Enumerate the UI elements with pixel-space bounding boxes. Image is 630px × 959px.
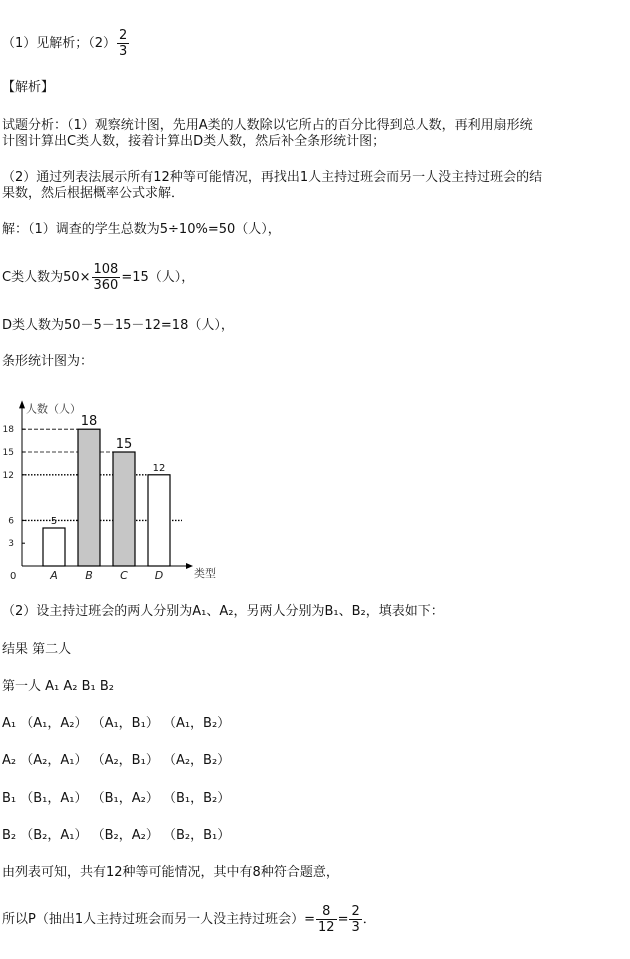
probability-prefix: 所以P（抽出1人主持过班会而另一人没主持过班会）= [2, 912, 316, 927]
chart-intro: 条形统计图为： [2, 354, 94, 369]
analysis-p2-line1: （2）通过列表法展示所有12种等可能情况，再找出1人主持过班会而另一人没主持过班会的结 [2, 170, 543, 185]
y-tick-label: 18 [2, 425, 14, 436]
answer-fraction-numerator: 2 [119, 28, 128, 43]
data-label: 15 [115, 437, 133, 452]
answer-line [2, 28, 130, 59]
probability-numerator-1: 8 [316, 904, 337, 920]
data-label: 5 [50, 516, 58, 527]
category-label: A [50, 569, 58, 582]
part2-intro: （2）设主持过班会的两人分别为A₁、A₂，另两人分别为B₁、B₂，填表如下： [2, 604, 444, 619]
category-label: D [154, 569, 164, 582]
table-header-2: 第一人 A₁ A₂ B₁ B₂ [2, 679, 114, 694]
c-prefix: C类人数为50× [2, 270, 91, 285]
probability-line [2, 904, 376, 935]
solution-c-line [2, 262, 194, 293]
table-row: B₁ （B₁，A₁） （B₁，A₂） （B₁，B₂） [2, 791, 231, 806]
bar-c [113, 452, 135, 566]
analysis-p1-line2: 计图计算出C类人数，接着计算出D类人数，然后补全条形统计图； [2, 134, 386, 149]
y-axis-label: 人数（人） [26, 402, 81, 416]
bar-b [78, 429, 100, 566]
y-tick-label: 15 [2, 448, 14, 458]
table-row: A₁ （A₁，A₂） （A₁，B₁） （A₁，B₂） [2, 716, 231, 731]
table-row: B₂ （B₂，A₁） （B₂，A₂） （B₂，B₁） [2, 828, 231, 843]
c-fraction [92, 262, 121, 293]
answer-fraction [117, 28, 129, 59]
c-fraction-numerator: 108 [93, 262, 119, 277]
x-axis-label: 类型 [194, 567, 216, 580]
y-axis-arrow [19, 400, 25, 408]
data-label: 18 [80, 414, 98, 430]
probability-denominator-2: 3 [351, 920, 360, 935]
section-heading: 【解析】 [2, 80, 55, 95]
y-tick-label: 6 [8, 516, 14, 527]
solution-d-line: D类人数为50－5－15－12=18（人）， [2, 318, 234, 333]
bar-d [148, 475, 170, 566]
table-header-1: 结果 第二人 [2, 642, 72, 657]
analysis-p2-line2: 果数，然后根据概率公式求解． [2, 186, 185, 201]
x-axis-arrow [186, 563, 193, 569]
probability-fraction-1 [316, 904, 337, 935]
answer-fraction-denominator: 3 [119, 44, 128, 59]
analysis-p1-line1: 试题分析：（1）观察统计图，先用A类的人数除以它所占的百分比得到总人数，再利用扇形统 [2, 118, 533, 133]
category-label: B [85, 569, 93, 582]
probability-fraction-2 [349, 904, 361, 935]
category-label: C [120, 569, 128, 582]
answer-prefix: （1）见解析；（2） [2, 36, 117, 51]
origin-label: 0 [10, 571, 17, 582]
probability-denominator-1: 12 [318, 920, 335, 935]
probability-equals: = [337, 912, 349, 927]
conclusion-line: 由列表可知，共有12种等可能情况，其中有8种符合题意， [2, 865, 339, 880]
probability-end: ． [362, 912, 376, 927]
y-tick-label: 12 [2, 470, 14, 481]
y-tick-label: 3 [8, 539, 14, 550]
table-row: A₂ （A₂，A₁） （A₂，B₁） （A₂，B₂） [2, 753, 231, 768]
bar-chart [0, 386, 240, 586]
bar-a [43, 528, 65, 566]
data-label: 12 [152, 462, 166, 474]
probability-numerator-2: 2 [351, 904, 360, 919]
solution-total-line: 解：（1）调查的学生总数为5÷10%=50（人）， [2, 222, 281, 237]
c-suffix: =15（人）， [121, 270, 195, 285]
c-fraction-denominator: 360 [93, 278, 119, 293]
